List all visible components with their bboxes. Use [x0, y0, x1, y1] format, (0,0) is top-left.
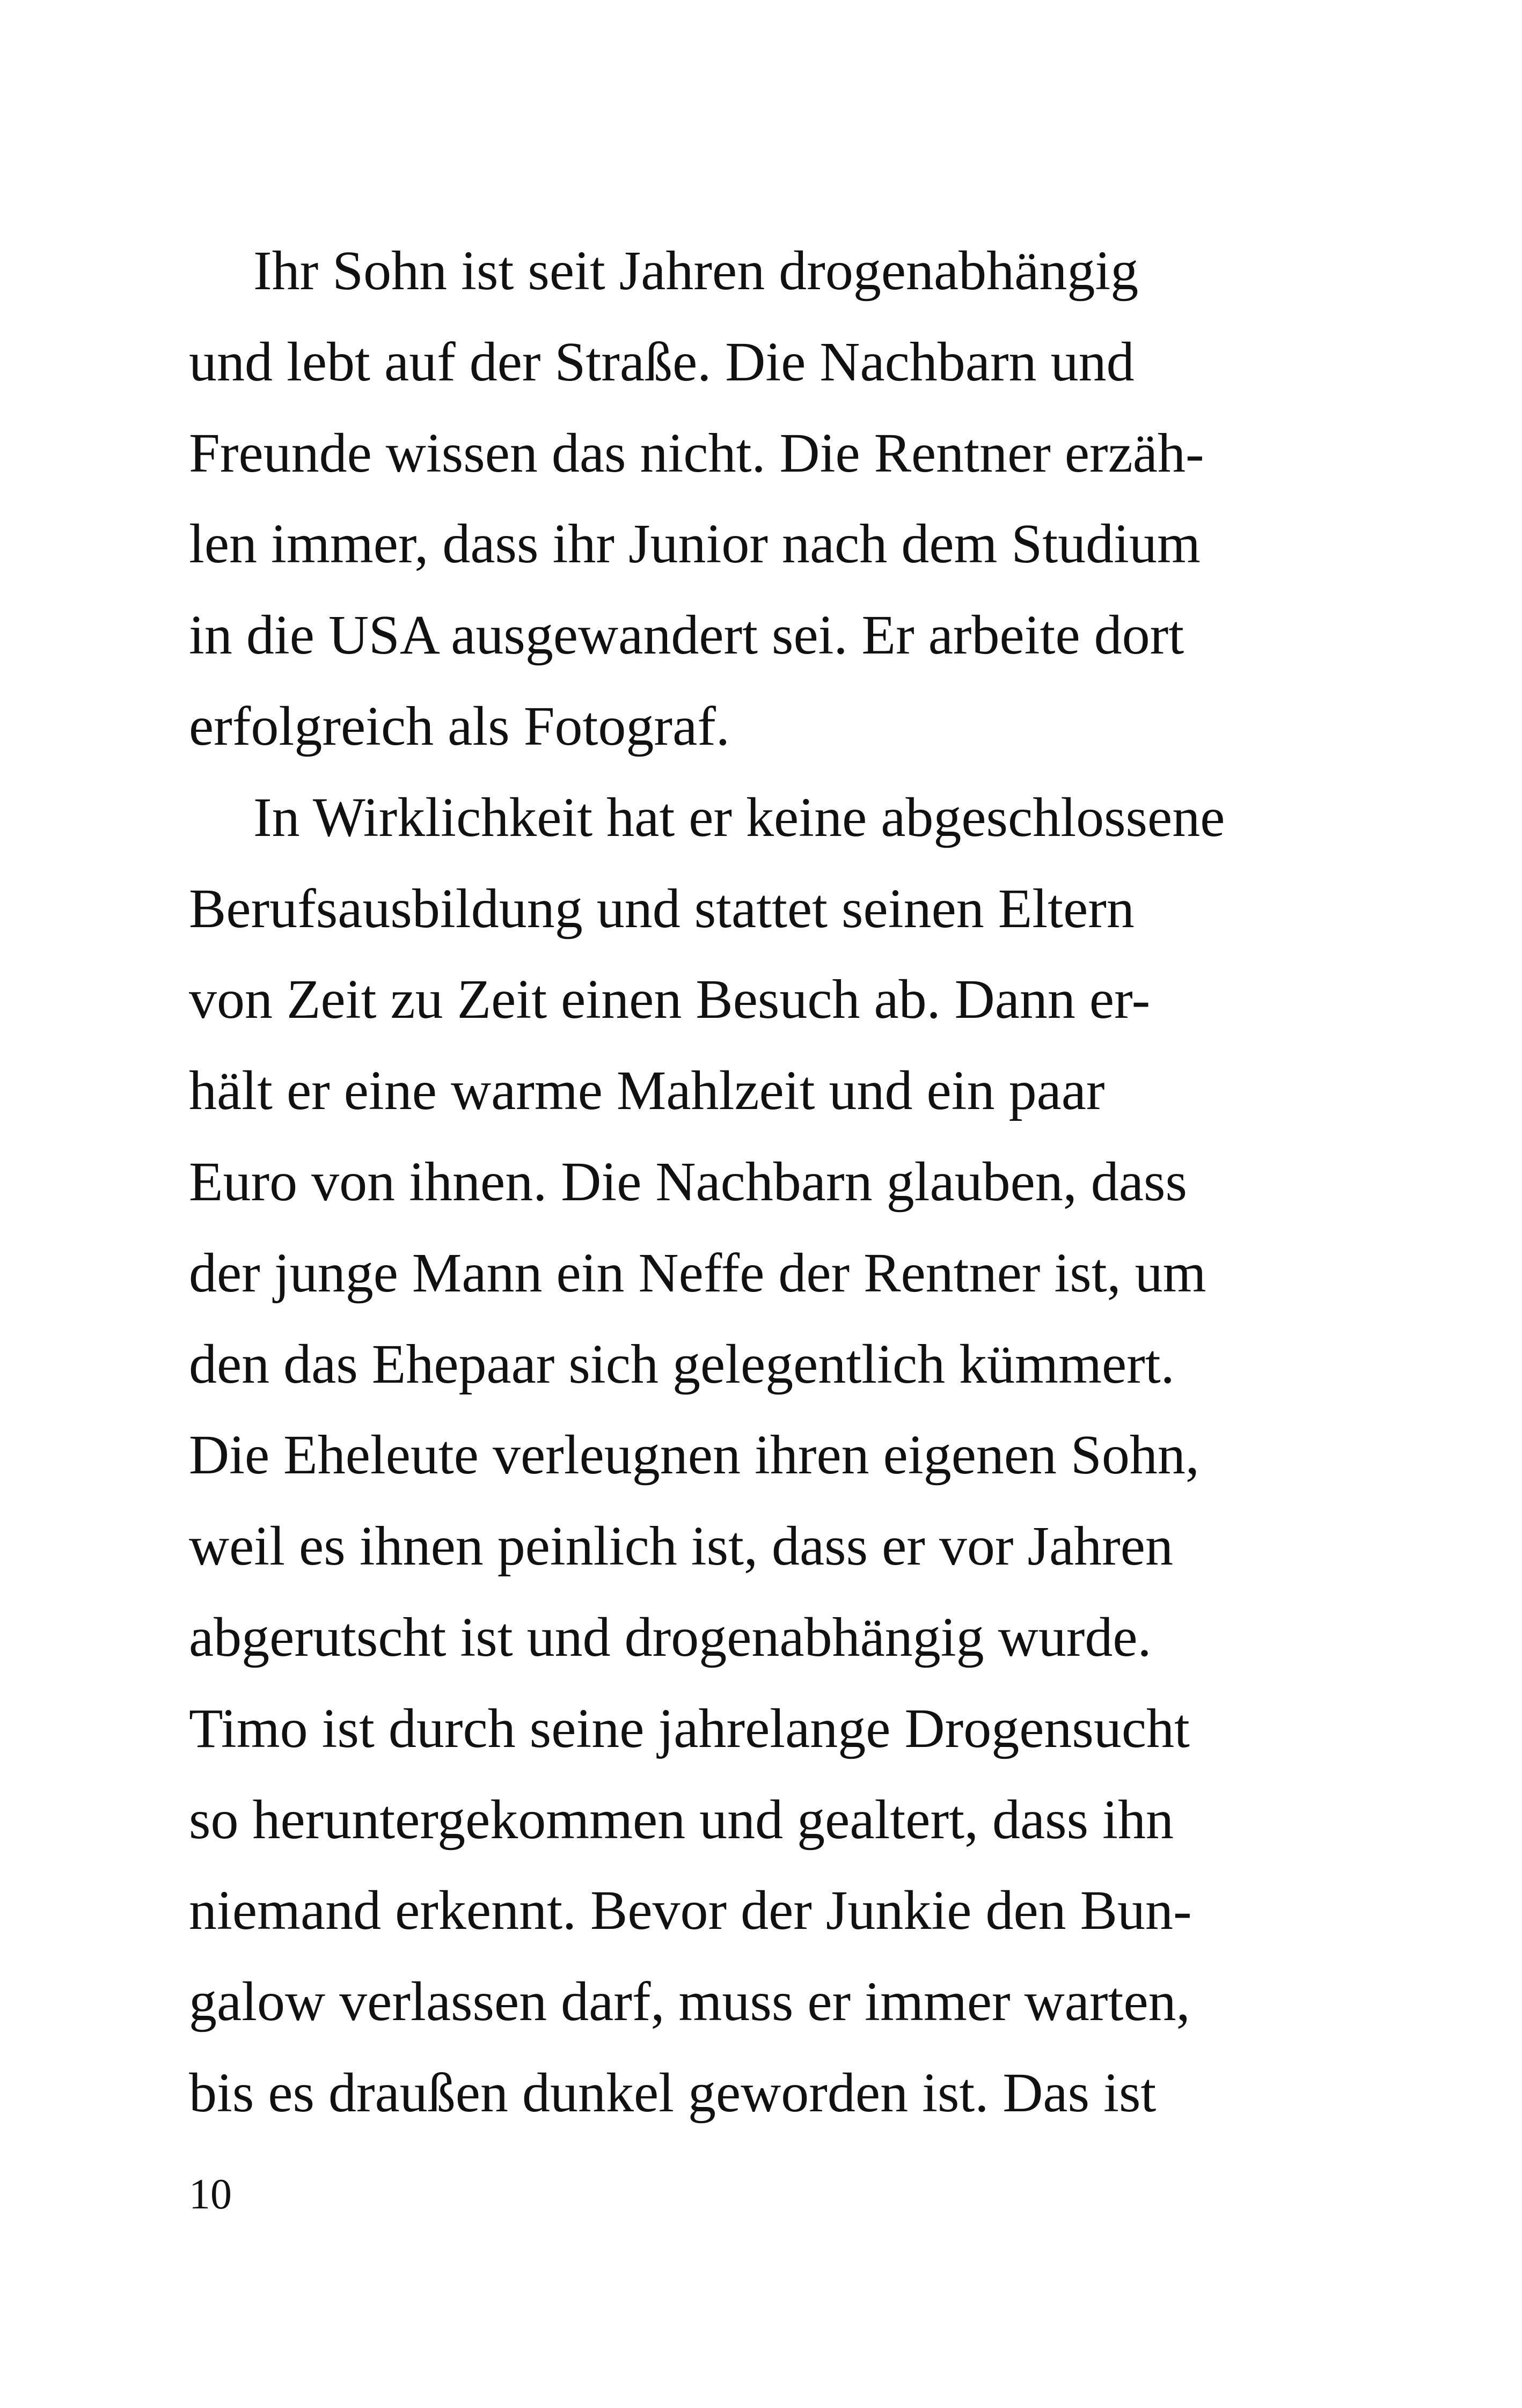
- text-line: weil es ihnen peinlich ist, dass er vor Jahren: [189, 1515, 1173, 1577]
- text-line: Timo ist durch seine jahrelange Drogensucht: [189, 1697, 1190, 1759]
- text-line: in die USA ausgewandert sei. Er arbeite dort: [189, 604, 1184, 666]
- body-text: [189, 225, 1337, 2139]
- text-line: Euro von ihnen. Die Nachbarn glauben, dass: [189, 1150, 1187, 1213]
- text-line: len immer, dass ihr Junior nach dem Studium: [189, 513, 1201, 575]
- text-line: Ihr Sohn ist seit Jahren drogenabhängig: [253, 240, 1139, 302]
- text-line: galow verlassen darf, muss er immer warten,: [189, 1971, 1190, 2033]
- text-line: In Wirklichkeit hat er keine abgeschlossene: [253, 786, 1225, 848]
- text-line: erfolgreich als Fotograf.: [189, 695, 730, 757]
- text-line: abgerutscht ist und drogenabhängig wurde.: [189, 1606, 1152, 1668]
- text-line: und lebt auf der Straße. Die Nachbarn und: [189, 331, 1135, 393]
- text-line: bis es draußen dunkel geworden ist. Das ist: [189, 2061, 1157, 2124]
- text-line: der junge Mann ein Neffe der Rentner ist, um: [189, 1242, 1206, 1304]
- text-line: Freunde wissen das nicht. Die Rentner erzäh-: [189, 422, 1204, 484]
- page-number: 10: [189, 2171, 232, 2218]
- text-line: so heruntergekommen und gealtert, dass ihn: [189, 1788, 1174, 1851]
- text-line: niemand erkennt. Bevor der Junkie den Bun-: [189, 1880, 1192, 1942]
- text-line: von Zeit zu Zeit einen Besuch ab. Dann er-: [189, 968, 1151, 1031]
- text-line: den das Ehepaar sich gelegentlich kümmert.: [189, 1333, 1175, 1395]
- text-line: hält er eine warme Mahlzeit und ein paar: [189, 1060, 1105, 1122]
- text-line: Die Eheleute verleugnen ihren eigenen Sohn,: [189, 1424, 1199, 1486]
- text-line: Berufsausbildung und stattet seinen Eltern: [189, 877, 1135, 939]
